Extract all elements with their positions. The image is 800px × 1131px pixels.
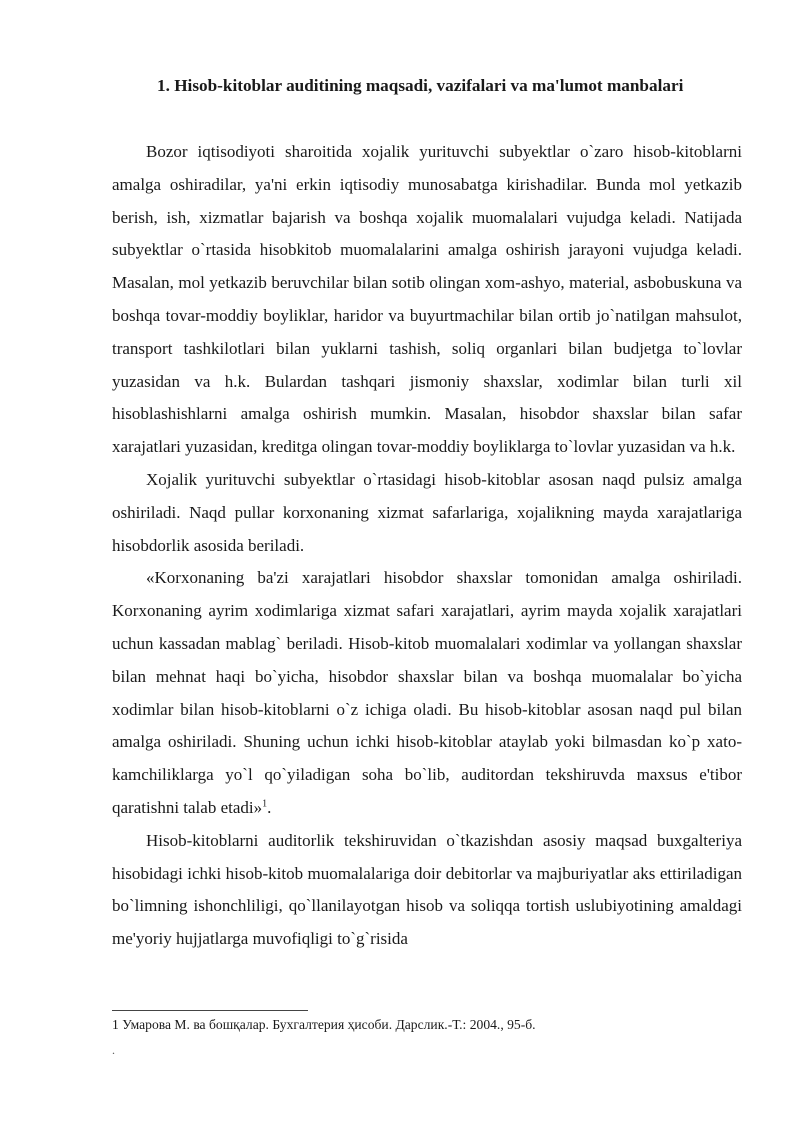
section-title: 1. Hisob-kitoblar auditining maqsadi, vazifalari va ma'lumot manbalari bbox=[157, 76, 684, 95]
paragraph-1: Bozor iqtisodiyoti sharoitida xojalik yurituvchi subyektlar o`zaro hisob-kitoblarni amalga oshiradilar, ya'ni erkin iqtisodiy munosabatga kirishadilar. Bunda mol yetkazib berish, ish, xizmatlar bajarish va boshqa xojalik muomalalari vujudga keladi. Natijada subyektlar o`rtasida hisobkitob muomalalarini amalga oshirish jarayoni vujudga keladi. Masalan, mol yetkazib beruvchilar bilan sotib olingan xom-ashyo, material, asbobuskuna va boshqa tovar-moddiy boyliklar, haridor va buyurtmachilar bilan ortib jo`natilgan mahsulot, transport tashkilotlari bilan yuklarni tashish, soliq organlari bilan budjetga to`lovlar yuzasidan va h.k. Bulardan tashqari jismoniy shaxslar, xodimlar bilan turli xil hisoblashishlarni amalga oshirish mumkin. Masalan, hisobdor shaxslar bilan safar xarajatlari yuzasidan, kreditga olingan tovar-moddiy boyliklarga to`lovlar yuzasidan va h.k. bbox=[112, 142, 742, 457]
footnote-divider bbox=[112, 1010, 308, 1011]
paragraph-3-text: «Korxonaning ba'zi xarajatlari hisobdor shaxslar tomonidan amalga oshiriladi. Korxonaning ayrim xodimlariga xizmat safari xarajatlari, ayrim mayda xojalik xarajatlari uchun kassadan mablag` beriladi. Hisob-kitob muomalalari xodimlar va yollangan shaxslar bilan mehnat haqi bo`yicha, hisobdor shaxslar bilan va boshqa muomalalar bo`yicha xodimlar bilan hisob-kitoblarni o`z ichiga oladi. Bu hisob-kitoblar asosan naqd pul bilan amalga oshiriladi. Shuning uchun ichki hisob-kitoblar ataylab yoki bilmasdan ko`p xato-kamchiliklarga yo`l qo`yiladigan soha bo`lib, auditordan tekshiruvda maxsus e'tibor qaratishni talab etadi» bbox=[112, 568, 742, 817]
paragraph-3 bbox=[112, 562, 742, 824]
body-text bbox=[112, 136, 742, 956]
paragraph-3-end: . bbox=[267, 797, 272, 817]
footnote-reference[interactable]: 1 bbox=[262, 798, 268, 810]
paragraph-4: Hisob-kitoblarni auditorlik tekshiruvidan o`tkazishdan asosiy maqsad buxgalteriya hisobidagi ichki hisob-kitob muomalalariga doir debitorlar va majburiyatlar aks ettiriladigan bo`limning ishonchliligi, qo`llanilayotgan hisob va soliqqa tortish uslubiyotining amaldagi me'yoriy hujjatlarga muvofiqligi to`g`risida bbox=[112, 830, 742, 949]
footnote-text: 1 Умарова М. ва бошқалар. Бухгалтерия ҳисоби. Дарслик.-Т.: 2004., 95-б. bbox=[112, 1017, 536, 1032]
paragraph-2: Xojalik yurituvchi subyektlar o`rtasidagi hisob-kitoblar asosan naqd pulsiz amalga oshiriladi. Naqd pullar korxonaning xizmat safarlariga, xojalikning mayda xarajatlariga hisobdorlik asosida beriladi. bbox=[112, 469, 742, 555]
footnote-trailing-mark: . bbox=[112, 1043, 115, 1057]
